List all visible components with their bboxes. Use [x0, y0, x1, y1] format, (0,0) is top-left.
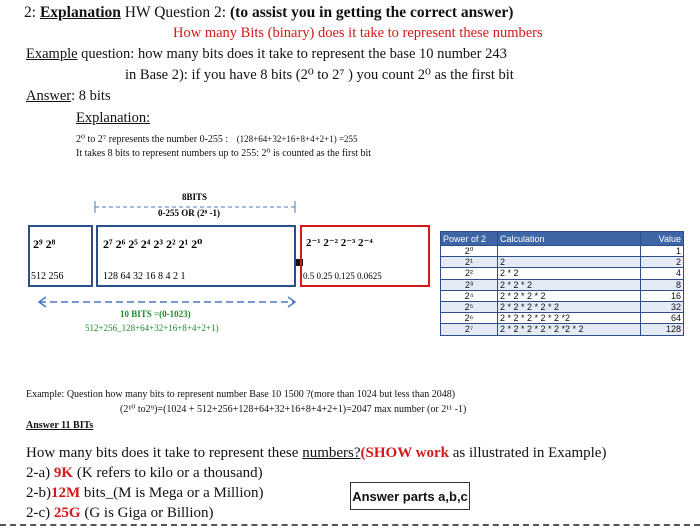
answer-value: : 8 bits: [71, 88, 111, 104]
prompt-example-note: as illustrated in Example): [449, 445, 607, 461]
item-label: 2-b): [26, 485, 51, 501]
question-number: 2:: [24, 4, 37, 21]
cell-value: 32: [641, 301, 684, 312]
example-line-1: [26, 46, 507, 63]
question-item-c: [26, 505, 213, 522]
cell-power: 2⁴: [441, 290, 498, 301]
explanation-heading: Explanation: [39, 4, 121, 21]
table-header-row: [441, 232, 684, 246]
question-prompt: [26, 445, 606, 462]
bit-diagram: [0, 180, 440, 350]
cell-calc: 2 * 2 * 2 * 2 * 2 *2: [498, 313, 641, 324]
cell-value: 128: [641, 324, 684, 335]
item-note: (G is Giga or Billion): [80, 505, 214, 521]
cell-power: 2²: [441, 268, 498, 279]
item-note: bits_(M is Mega or a Million): [80, 485, 264, 501]
col-header-calculation: Calculation: [498, 232, 641, 246]
8bits-label: 8BITS: [182, 192, 208, 202]
example-text: question: how many bits does it take to represent the base 10 number 243: [77, 46, 507, 62]
table-row: [441, 246, 684, 257]
cell-value: 1: [641, 246, 684, 257]
10bits-sum: 512+256_128+64+32+16+8+4+2+1): [85, 323, 219, 333]
assist-note: (to assist you in getting the correct answer): [230, 4, 514, 21]
table-row: [441, 301, 684, 312]
table-row: [441, 257, 684, 268]
cell-value: 2: [641, 257, 684, 268]
middle-box-values: 128 64 32 16 8 4 2 1: [103, 271, 186, 282]
item-note: (K refers to kilo or a thousand): [73, 465, 263, 481]
explanation-title: Explanation:: [76, 110, 151, 126]
question-item-a: [26, 465, 263, 482]
cell-power: 2⁶: [441, 313, 498, 324]
cell-calc: 2 * 2 * 2 * 2 * 2 *2 * 2: [498, 324, 641, 335]
answer-line: [26, 88, 111, 105]
explanation-sum: (128+64+32+16+8+4+2+1) =255: [236, 134, 358, 144]
prompt-show-work: (SHOW work: [360, 445, 449, 461]
answer-parts-box[interactable]: Answer parts a,b,c: [350, 482, 470, 510]
middle-box-powers: 2⁷ 2⁶ 2⁵ 2⁴ 2³ 2² 2¹ 2⁰: [103, 237, 203, 251]
range-label: 0-255 OR (2⁸ -1): [158, 208, 220, 218]
cell-calc: 2 * 2: [498, 268, 641, 279]
question-item-b: [26, 485, 264, 502]
cell-calc: 2 * 2 * 2: [498, 279, 641, 290]
cell-power: 2³: [441, 279, 498, 290]
explanation-range: 2⁰ to 2⁷ represents the number 0-255 :: [76, 134, 229, 145]
explanation-line-1: [76, 134, 358, 145]
cell-calc: 2 * 2 * 2 * 2: [498, 290, 641, 301]
example-line-2: in Base 2): if you have 8 bits (2⁰ to 2⁷ ) you count 2⁰ as the first bit: [125, 67, 514, 83]
cell-calc: [498, 246, 641, 257]
example-label: Example: [26, 46, 78, 62]
cell-value: 64: [641, 313, 684, 324]
cell-value: 4: [641, 268, 684, 279]
cell-value: 8: [641, 279, 684, 290]
prompt-text: How many bits does it take to represent these: [26, 445, 303, 461]
table-row: [441, 268, 684, 279]
cell-value: 16: [641, 290, 684, 301]
right-box-values: 0.5 0.25 0.125 0.0625: [303, 271, 382, 281]
prompt-numbers: numbers?: [302, 445, 361, 461]
answer-label: Answer: [26, 88, 72, 104]
cell-power: 2⁵: [441, 301, 498, 312]
left-box-values: 512 256: [31, 271, 64, 282]
bottom-dashed-divider: [0, 524, 700, 526]
cell-power: 2⁷: [441, 324, 498, 335]
table-row: [441, 324, 684, 335]
header-line-2: How many Bits (binary) does it take to represent these numbers: [173, 25, 543, 41]
power-of-two-table: [440, 231, 684, 336]
item-value: 12M: [51, 485, 81, 501]
right-box-powers: 2⁻¹ 2⁻² 2⁻³ 2⁻⁴: [306, 237, 373, 249]
example2-line-1: Example: Question how many bits to represent number Base 10 1500 ?(more than 1024 but less than 2048): [26, 389, 456, 400]
item-label: 2-a): [26, 465, 54, 481]
10bits-label: 10 BITS =(0-1023): [120, 309, 191, 319]
cell-calc: 2 * 2 * 2 * 2 * 2: [498, 301, 641, 312]
item-label: 2-c): [26, 505, 54, 521]
header-line-1: [24, 4, 513, 22]
hw-question-label: HW Question 2:: [120, 4, 230, 21]
cell-calc: 2: [498, 257, 641, 268]
table-row: [441, 313, 684, 324]
explanation-line-2: It takes 8 bits to represent numbers up to 255: 2⁰ is counted as the first bit: [76, 148, 372, 159]
example2-answer: Answer 11 BITs: [26, 420, 94, 431]
cell-power: 2⁰: [441, 246, 498, 257]
col-header-value: Value: [641, 232, 684, 246]
table-row: [441, 290, 684, 301]
cell-power: 2¹: [441, 257, 498, 268]
item-value: 25G: [53, 505, 81, 521]
example2-line-2: (2¹⁰ to2⁹)=(1024 + 512+256+128+64+32+16+8+4+2+1)=2047 max number (or 2¹¹ -1): [120, 404, 467, 415]
item-value: 9K: [53, 465, 74, 481]
left-box-powers: 2⁹ 2⁸: [33, 237, 56, 251]
col-header-power: Power of 2: [441, 232, 498, 246]
table-row: [441, 279, 684, 290]
